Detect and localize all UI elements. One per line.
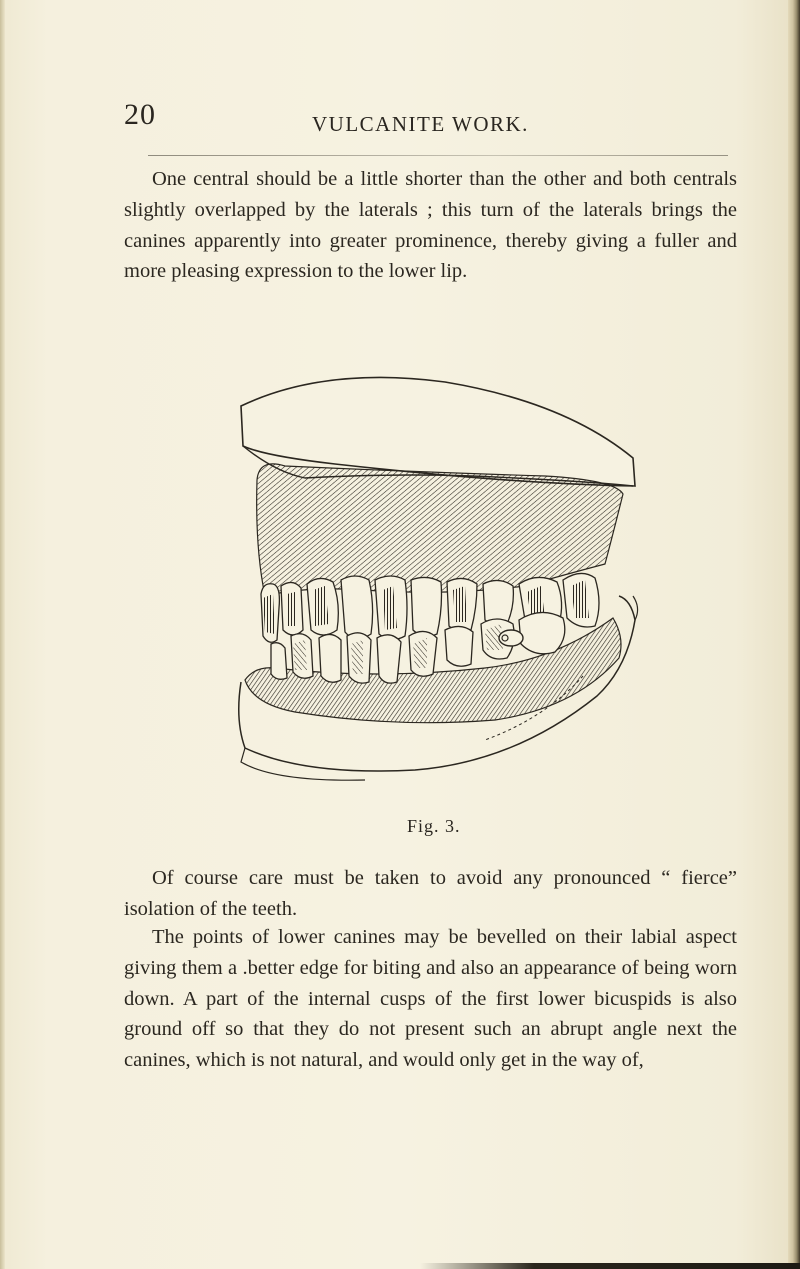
- hinge-pin: [499, 630, 523, 646]
- paragraph-3: The points of lower canines may be bevelled on their labial aspect giving them a .better edge for biting and also an appearance of being worn down. A part of the internal cusps of the first lower bicuspids is also ground off so that they do not present such an abrupt angle next the canines, which is not natural, and would only get in the way of,: [124, 926, 737, 1072]
- figure-caption: Fig. 3.: [407, 816, 461, 836]
- paragraph-1: One central should be a little shorter than the other and both centrals slightly overlapped by the laterals ; this turn of the laterals brings the canines apparently into greater prominence, thereby giving a fuller and more pleasing expression to the lower lip.: [124, 168, 737, 283]
- header-rule: [148, 155, 728, 156]
- page-number: 20: [124, 98, 156, 131]
- running-head: VULCANITE WORK.: [312, 112, 529, 136]
- dental-illustration: [215, 368, 655, 788]
- paragraph-2: Of course care must be taken to avoid any pronounced “ fierce” isolation of the teeth.: [124, 867, 737, 920]
- page-edge-shadow: [788, 0, 800, 1269]
- dentures-engraving: [215, 368, 655, 788]
- page-gutter-shadow: [0, 0, 5, 1269]
- page-bottom-shadow: [420, 1263, 800, 1269]
- upper-gum: [257, 464, 623, 596]
